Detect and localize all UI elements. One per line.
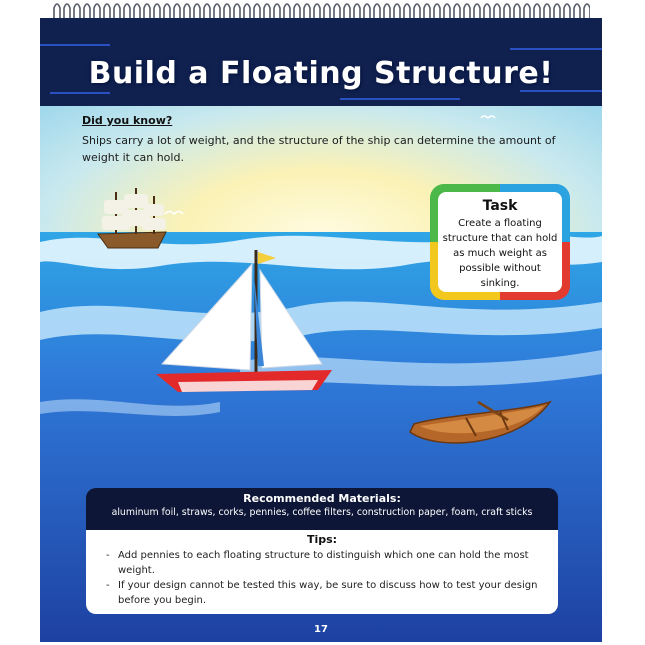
tip-text: If your design cannot be tested this way, be sure to discuss how to test your design before you begin. (118, 580, 538, 606)
task-panel (438, 192, 562, 292)
tips-box (86, 530, 558, 614)
rowboat-icon (408, 390, 554, 454)
materials-box (86, 488, 558, 530)
page-number: 17 (314, 624, 328, 635)
did-you-know-text: Ships carry a lot of weight, and the structure of the ship can determine the amount of weight it can hold. (82, 134, 556, 164)
tip-item (106, 548, 544, 578)
did-you-know-label: Did you know? (82, 114, 173, 127)
materials-heading: Recommended Materials: (243, 492, 401, 505)
tip-text: Add pennies to each floating structure to distinguish which one can hold the most weight. (118, 550, 529, 576)
materials-list: aluminum foil, straws, corks, pennies, coffee filters, construction paper, foam, craft sticks (111, 507, 533, 518)
galleon-ship-icon (90, 184, 174, 252)
tips-heading: Tips: (306, 533, 338, 546)
task-box (430, 184, 570, 300)
seagull-icon (164, 208, 184, 218)
task-text: Create a floating structure that can hold as much weight as possible without sinking. (442, 218, 558, 289)
page-title: Build a Floating Structure! (88, 56, 554, 91)
tip-bullet: - (106, 580, 110, 591)
tip-bullet: - (106, 550, 110, 561)
workbook-page (40, 18, 602, 642)
seagull-icon (480, 113, 496, 121)
sailboat-icon (152, 246, 338, 396)
tips-list (86, 548, 558, 608)
tip-item (106, 578, 544, 608)
task-heading: Task (482, 198, 518, 214)
